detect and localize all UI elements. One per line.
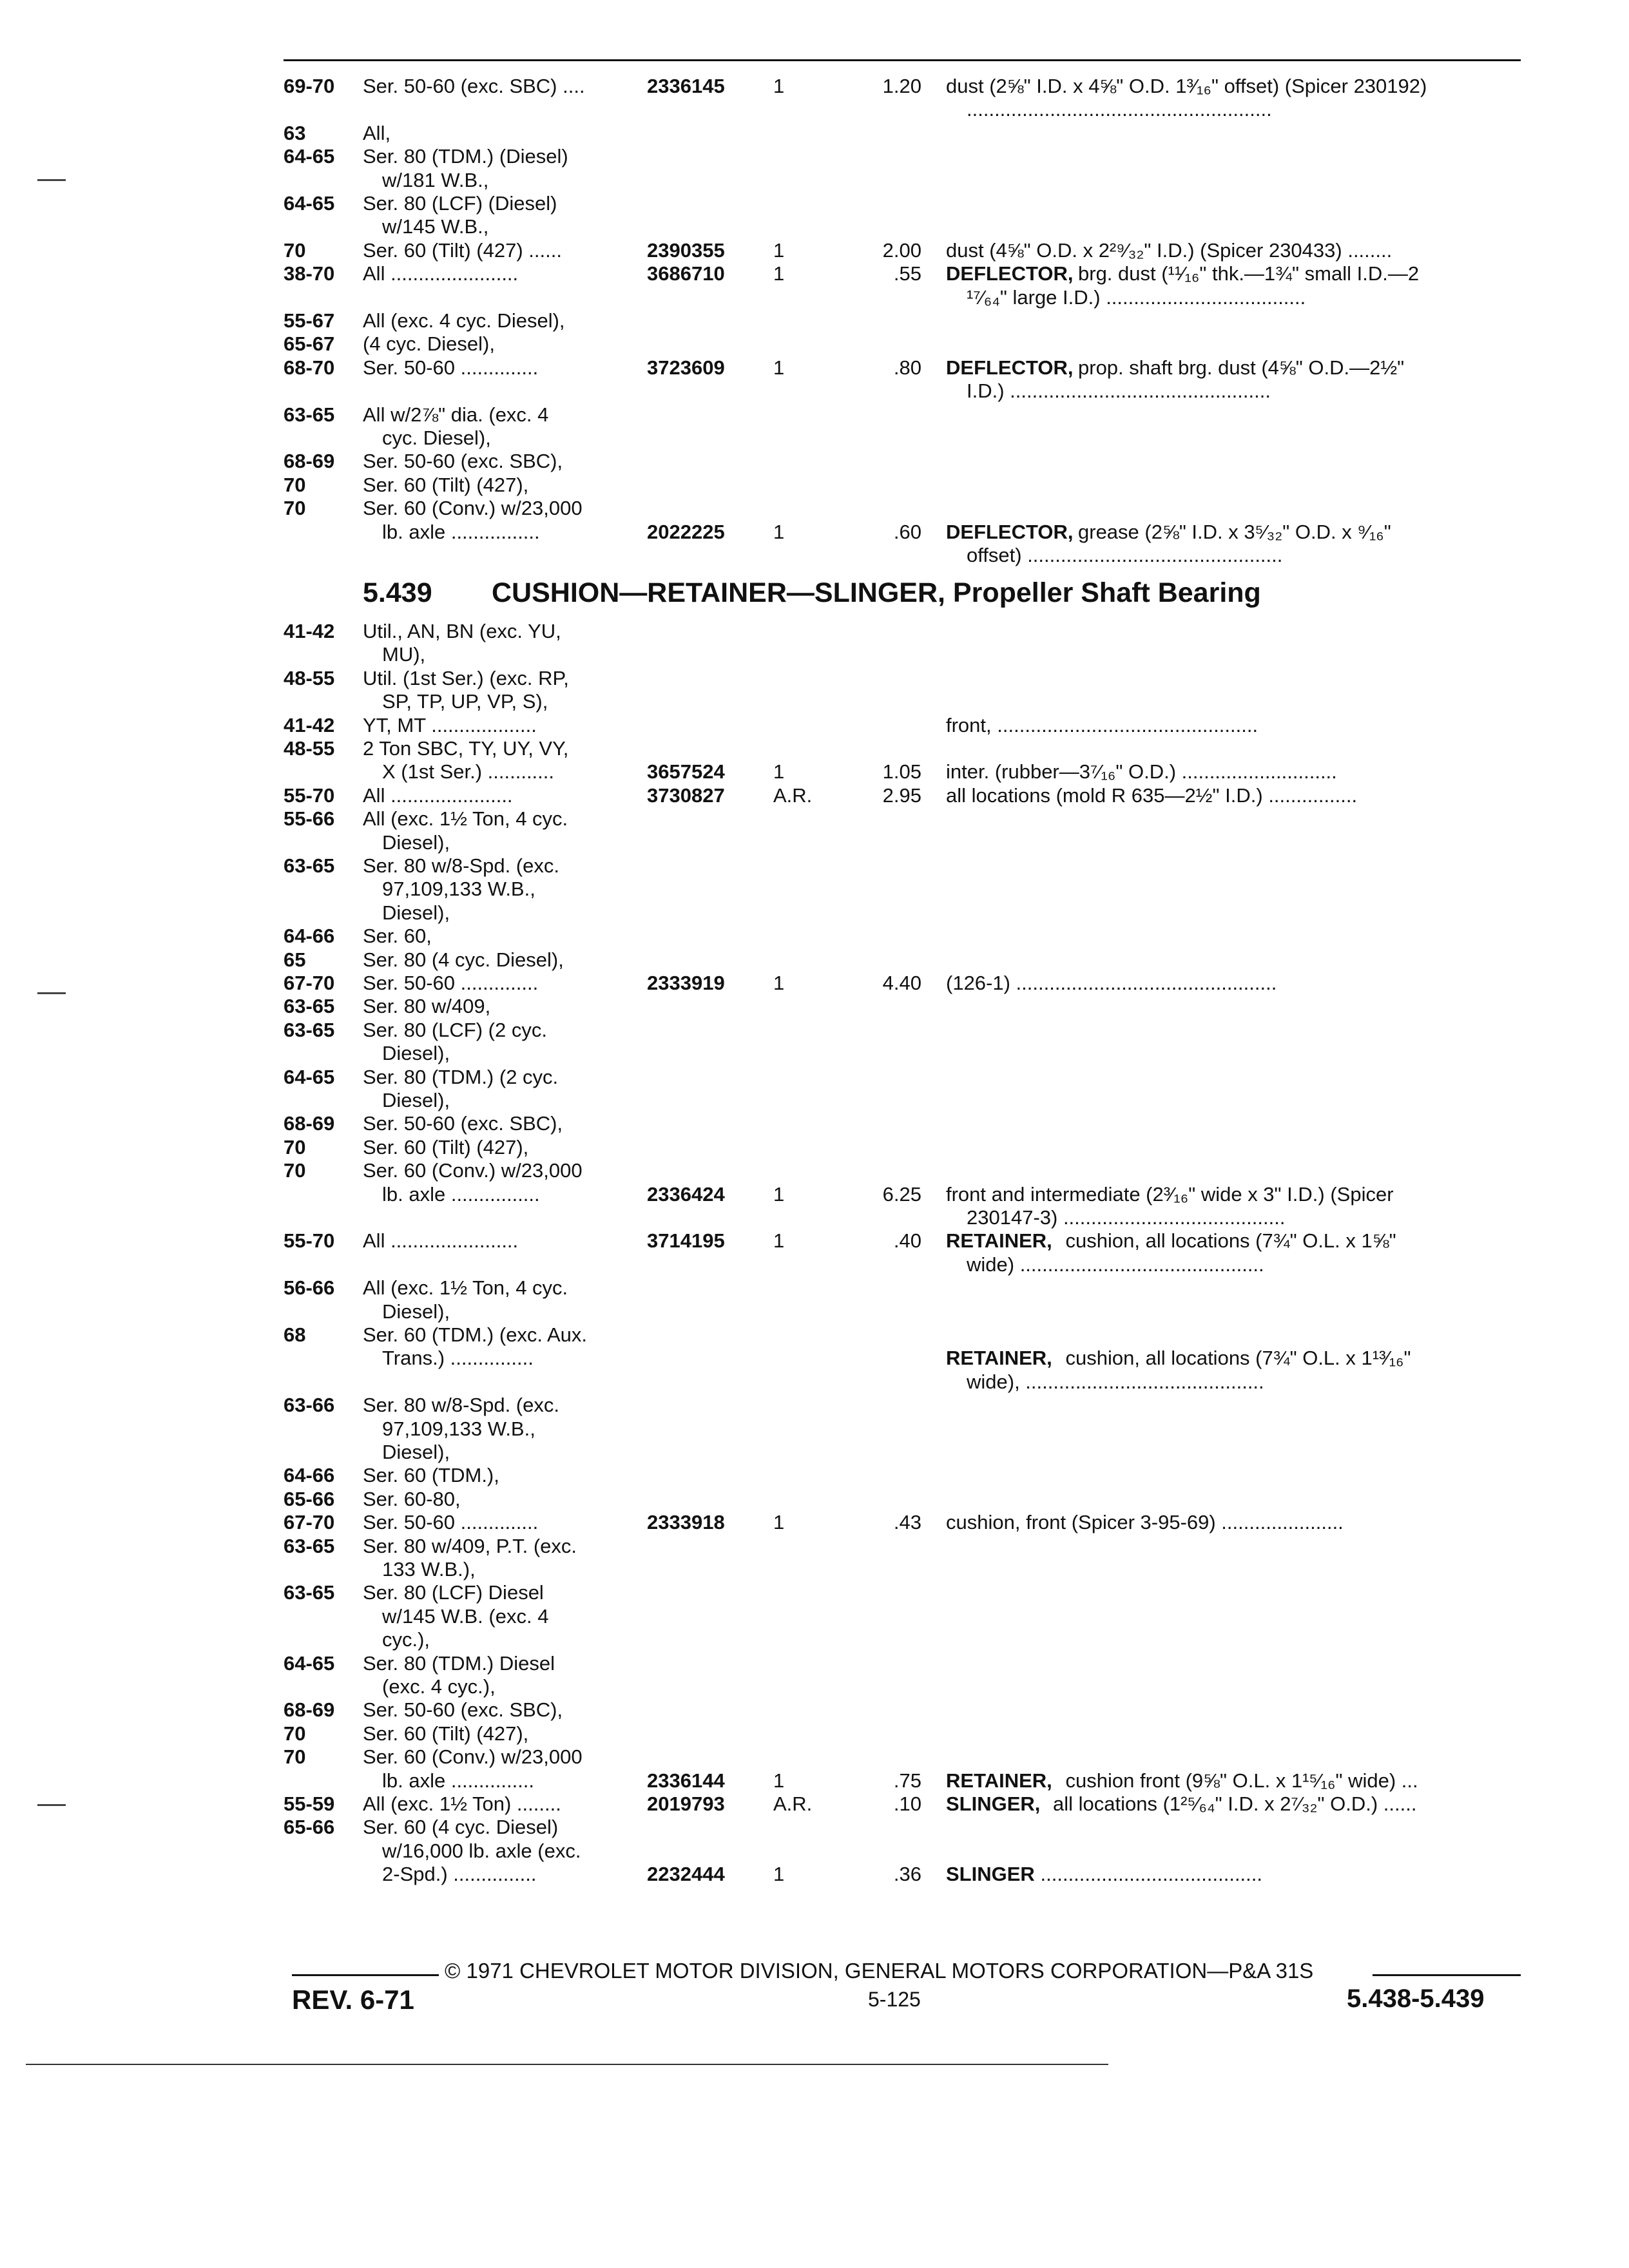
- application: Ser. 60,: [363, 925, 432, 948]
- part-name: DEFLECTOR,: [946, 356, 1074, 379]
- part-description: 230147-3) ........................................: [967, 1206, 1286, 1229]
- table-row: [0, 1770, 1629, 1792]
- application: 97,109,133 W.B.,: [382, 878, 535, 901]
- application: Ser. 60 (Tilt) (427),: [363, 1722, 529, 1745]
- quantity: 1: [773, 356, 785, 379]
- part-description: ¹⁷⁄₆₄" large I.D.) ....................................: [967, 285, 1306, 309]
- application: All .......................: [363, 262, 519, 285]
- application: Ser. 80 (TDM.) (2 cyc.: [363, 1065, 559, 1088]
- model-years: 55-67: [284, 309, 335, 332]
- section-heading: [0, 577, 1629, 615]
- model-years: 64-65: [284, 1651, 335, 1675]
- application: Ser. 60 (Conv.) w/23,000: [363, 1745, 583, 1769]
- application: Ser. 80 (LCF) (2 cyc.: [363, 1018, 547, 1041]
- application: Diesel),: [382, 1089, 450, 1111]
- part-description: prop. shaft brg. dust (4⅝" O.D.—2½": [1078, 356, 1405, 379]
- table-row: [0, 193, 1629, 215]
- model-years: 69-70: [284, 75, 335, 97]
- table-row: [0, 310, 1629, 332]
- application: Util. (1st Ser.) (exc. RP,: [363, 666, 569, 689]
- model-years: 56-66: [284, 1276, 335, 1300]
- footer-rule-left: [292, 1974, 439, 1976]
- table-row: [0, 99, 1629, 120]
- part-number: 2336424: [647, 1182, 725, 1206]
- table-row: [0, 1160, 1629, 1182]
- part-number: 2333919: [647, 972, 725, 994]
- application: Diesel),: [382, 831, 450, 854]
- table-row: [0, 263, 1629, 285]
- model-years: 64-65: [284, 145, 335, 168]
- model-years: 63-66: [284, 1394, 335, 1417]
- table-row: [0, 972, 1629, 994]
- application: SP, TP, UP, VP, S),: [382, 690, 548, 713]
- price: .36: [893, 1863, 921, 1886]
- table-row: [0, 1606, 1629, 1628]
- model-years: 63-65: [284, 995, 335, 1018]
- quantity: 1: [773, 1182, 785, 1206]
- table-row: [0, 1676, 1629, 1698]
- price: 6.25: [882, 1182, 921, 1206]
- table-row: [0, 1019, 1629, 1041]
- part-description: front, ...............................................: [946, 713, 1258, 736]
- part-number: 3730827: [647, 783, 725, 807]
- application: (exc. 4 cyc.),: [382, 1675, 496, 1698]
- part-name: RETAINER,: [946, 1769, 1052, 1792]
- table-row: [0, 668, 1629, 689]
- application: 2 Ton SBC, TY, UY, VY,: [363, 737, 569, 760]
- table-row: [0, 1793, 1629, 1815]
- model-years: 63-65: [284, 1581, 335, 1604]
- table-row: [0, 1418, 1629, 1440]
- application: Ser. 60 (Tilt) (427),: [363, 1135, 529, 1158]
- model-years: 70: [284, 497, 306, 520]
- application: Ser. 50-60 (exc. SBC),: [363, 1112, 563, 1135]
- price: .40: [893, 1229, 921, 1253]
- application: Diesel),: [382, 901, 450, 924]
- application: Diesel),: [382, 1042, 450, 1065]
- application: Ser. 60 (4 cyc. Diesel): [363, 1816, 559, 1839]
- model-years: 67-70: [284, 972, 335, 994]
- application: Ser. 60-80,: [363, 1487, 461, 1510]
- part-name: SLINGER,: [946, 1792, 1041, 1815]
- application: YT, MT ...................: [363, 713, 537, 736]
- table-row: [0, 832, 1629, 854]
- table-row: [0, 380, 1629, 402]
- quantity: 1: [773, 520, 785, 543]
- application: Diesel),: [382, 1441, 450, 1463]
- application: Diesel),: [382, 1300, 450, 1323]
- table-row: [0, 761, 1629, 783]
- model-years: 65-67: [284, 332, 335, 356]
- part-description: .......................................................: [967, 98, 1272, 121]
- quantity: 1: [773, 1769, 785, 1792]
- application: cyc.),: [382, 1628, 430, 1651]
- model-years: 63-65: [284, 1534, 335, 1557]
- application: All,: [363, 121, 391, 144]
- application: Util., AN, BN (exc. YU,: [363, 620, 561, 642]
- application: Ser. 50-60 ..............: [363, 972, 539, 994]
- part-description: grease (2⅝" I.D. x 3⁵⁄₃₂" O.D. x ⁹⁄₁₆": [1078, 520, 1391, 543]
- application: Ser. 80 w/8-Spd. (exc.: [363, 854, 559, 877]
- model-years: 55-70: [284, 1229, 335, 1253]
- quantity: 1: [773, 972, 785, 994]
- part-name: DEFLECTOR,: [946, 520, 1074, 543]
- application: X (1st Ser.) ............: [382, 760, 555, 783]
- quantity: 1: [773, 1863, 785, 1886]
- model-years: 70: [284, 473, 306, 496]
- model-years: 70: [284, 1745, 306, 1769]
- model-years: 68-70: [284, 356, 335, 379]
- quantity: 1: [773, 1229, 785, 1253]
- table-row: [0, 521, 1629, 543]
- footer-copyright: © 1971 CHEVROLET MOTOR DIVISION, GENERAL MOTORS CORPORATION—P&A 31S: [445, 1959, 1314, 1983]
- application: Ser. 60 (Conv.) w/23,000: [363, 1159, 583, 1182]
- table-row: [0, 1254, 1629, 1276]
- model-years: 48-55: [284, 666, 335, 689]
- table-row: [0, 357, 1629, 379]
- table-row: [0, 1184, 1629, 1206]
- table-row: [0, 691, 1629, 713]
- table-row: [0, 1840, 1629, 1862]
- part-number: 2232444: [647, 1863, 725, 1886]
- model-years: 65-66: [284, 1487, 335, 1510]
- application: Ser. 80 (TDM.) (Diesel): [363, 145, 568, 168]
- part-description: offset) ..............................................: [967, 544, 1283, 566]
- application: 2-Spd.) ...............: [382, 1863, 537, 1886]
- model-years: 67-70: [284, 1511, 335, 1534]
- table-row: [0, 1559, 1629, 1581]
- part-number: 2019793: [647, 1792, 725, 1815]
- quantity: 1: [773, 760, 785, 783]
- part-name: SLINGER: [946, 1863, 1035, 1886]
- table-row: [0, 925, 1629, 947]
- table-row: [0, 995, 1629, 1017]
- model-years: 70: [284, 238, 306, 262]
- model-years: 41-42: [284, 620, 335, 642]
- quantity: 1: [773, 75, 785, 97]
- application: Ser. 50-60 ..............: [363, 1511, 539, 1534]
- application: All .......................: [363, 1229, 519, 1253]
- price: 1.05: [882, 760, 921, 783]
- part-description: brg. dust (¹¹⁄₁₆" thk.—1¾" small I.D.—2: [1078, 262, 1420, 285]
- table-row: [0, 1465, 1629, 1486]
- quantity: 1: [773, 1511, 785, 1534]
- application: All w/2⅞" dia. (exc. 4: [363, 403, 549, 426]
- model-years: 38-70: [284, 262, 335, 285]
- table-row: [0, 122, 1629, 144]
- part-number: 2390355: [647, 238, 725, 262]
- table-row: [0, 1723, 1629, 1745]
- part-number: 2022225: [647, 520, 725, 543]
- part-name: RETAINER,: [946, 1347, 1052, 1370]
- table-row: [0, 427, 1629, 449]
- table-row: [0, 855, 1629, 877]
- price: .80: [893, 356, 921, 379]
- model-years: 68-69: [284, 1698, 335, 1722]
- application: 133 W.B.),: [382, 1558, 476, 1581]
- price: .75: [893, 1769, 921, 1792]
- table-row: [0, 715, 1629, 736]
- application: All (exc. 1½ Ton) ........: [363, 1792, 561, 1815]
- model-years: 68-69: [284, 450, 335, 473]
- price: 2.95: [882, 783, 921, 807]
- footer-revision: REV. 6-71: [292, 1984, 414, 2015]
- part-description: I.D.) ...............................................: [967, 380, 1271, 403]
- application: w/145 W.B.,: [382, 215, 489, 238]
- table-row: [0, 333, 1629, 355]
- quantity: 1: [773, 238, 785, 262]
- table-row: [0, 450, 1629, 472]
- table-row: [0, 497, 1629, 519]
- application: lb. axle ...............: [382, 1769, 535, 1792]
- application: Ser. 50-60 ..............: [363, 356, 539, 379]
- model-years: 70: [284, 1135, 306, 1158]
- model-years: 70: [284, 1159, 306, 1182]
- model-years: 63-65: [284, 854, 335, 877]
- footer-page-number: 5-125: [868, 1988, 921, 2011]
- part-description: cushion, all locations (7¾" O.L. x 1⅝": [1065, 1229, 1396, 1253]
- price: 2.00: [882, 238, 921, 262]
- application: 97,109,133 W.B.,: [382, 1417, 535, 1440]
- model-years: 48-55: [284, 737, 335, 760]
- table-row: [0, 1347, 1629, 1369]
- table-row: [0, 878, 1629, 900]
- application: lb. axle ................: [382, 520, 540, 543]
- quantity: A.R.: [773, 783, 813, 807]
- table-row: [0, 1043, 1629, 1064]
- application: Ser. 80 w/8-Spd. (exc.: [363, 1394, 559, 1417]
- part-description: (126-1) ...............................................: [946, 972, 1277, 994]
- application: All (exc. 1½ Ton, 4 cyc.: [363, 807, 568, 831]
- table-row: [0, 1113, 1629, 1135]
- table-row: [0, 1371, 1629, 1393]
- model-years: 68-69: [284, 1112, 335, 1135]
- application: Ser. 80 (LCF) Diesel: [363, 1581, 544, 1604]
- application: w/181 W.B.,: [382, 168, 489, 191]
- table-row: [0, 1699, 1629, 1721]
- table-row: [0, 1535, 1629, 1557]
- application: Ser. 50-60 (exc. SBC) ....: [363, 75, 585, 97]
- table-row: [0, 1324, 1629, 1346]
- price: .60: [893, 520, 921, 543]
- page-bottom-rule: [26, 2064, 1108, 2065]
- part-number: 2336145: [647, 75, 725, 97]
- section-number: 5.439: [363, 577, 432, 608]
- model-years: 68: [284, 1323, 306, 1346]
- table-row: [0, 1746, 1629, 1768]
- part-description: wide), ...........................................: [967, 1370, 1264, 1393]
- footer-rule-right: [1373, 1974, 1521, 1976]
- table-row: [0, 1512, 1629, 1533]
- part-description: inter. (rubber—3⁷⁄₁₆" O.D.) ............................: [946, 760, 1337, 783]
- model-years: 65: [284, 948, 306, 971]
- table-row: [0, 1629, 1629, 1651]
- table-row: [0, 808, 1629, 830]
- application: Ser. 60 (TDM.) (exc. Aux.: [363, 1323, 587, 1346]
- part-number: 3686710: [647, 262, 725, 285]
- part-number: 3657524: [647, 760, 725, 783]
- part-number: 3714195: [647, 1229, 725, 1253]
- part-number: 2336144: [647, 1769, 725, 1792]
- application: Ser. 80 w/409, P.T. (exc.: [363, 1534, 577, 1557]
- table-row: [0, 1582, 1629, 1604]
- table-row: [0, 1653, 1629, 1675]
- model-years: 41-42: [284, 713, 335, 736]
- quantity: 1: [773, 262, 785, 285]
- table-row: [0, 1301, 1629, 1323]
- table-row: [0, 404, 1629, 426]
- price: .10: [893, 1792, 921, 1815]
- table-row: [0, 902, 1629, 924]
- application: w/16,000 lb. axle (exc.: [382, 1839, 581, 1862]
- table-row: [0, 949, 1629, 971]
- part-number: 3723609: [647, 356, 725, 379]
- table-row: [0, 474, 1629, 496]
- price: 1.20: [882, 75, 921, 97]
- application: Ser. 60 (Conv.) w/23,000: [363, 497, 583, 520]
- model-years: 64-66: [284, 925, 335, 948]
- table-row: [0, 1066, 1629, 1088]
- model-years: 55-70: [284, 783, 335, 807]
- application: cyc. Diesel),: [382, 427, 491, 449]
- application: All (exc. 4 cyc. Diesel),: [363, 309, 565, 332]
- part-description: all locations (1²⁵⁄₆₄" I.D. x 2⁷⁄₃₂" O.D.) ......: [1053, 1792, 1417, 1815]
- table-row: [0, 169, 1629, 191]
- table-row: [0, 1441, 1629, 1463]
- table-row: [0, 287, 1629, 309]
- quantity: A.R.: [773, 1792, 813, 1815]
- table-row: [0, 785, 1629, 807]
- part-description: front and intermediate (2³⁄₁₆" wide x 3" I.D.) (Spicer: [946, 1182, 1394, 1206]
- part-description: cushion, front (Spicer 3-95-69) ......................: [946, 1511, 1344, 1534]
- table-row: [0, 1230, 1629, 1252]
- application: Ser. 60 (TDM.),: [363, 1464, 499, 1487]
- application: Ser. 80 w/409,: [363, 995, 491, 1018]
- table-row: [0, 1816, 1629, 1838]
- application: Ser. 60 (Tilt) (427) ......: [363, 238, 562, 262]
- table-row: [0, 738, 1629, 760]
- part-description: cushion front (9⅝" O.L. x 1¹⁵⁄₁₆" wide) ...: [1065, 1769, 1418, 1792]
- margin-mark-3: [37, 1804, 66, 1806]
- application: Ser. 80 (4 cyc. Diesel),: [363, 948, 564, 971]
- table-row: [0, 1488, 1629, 1510]
- table-row: [0, 240, 1629, 262]
- application: All ......................: [363, 783, 513, 807]
- application: MU),: [382, 643, 426, 666]
- application: Ser. 80 (LCF) (Diesel): [363, 192, 557, 215]
- table-row: [0, 1137, 1629, 1158]
- application: Ser. 60 (Tilt) (427),: [363, 473, 529, 496]
- application: Ser. 50-60 (exc. SBC),: [363, 1698, 563, 1722]
- model-years: 64-65: [284, 192, 335, 215]
- application: Ser. 80 (TDM.) Diesel: [363, 1651, 555, 1675]
- margin-mark-1: [37, 179, 66, 181]
- table-row: [0, 1863, 1629, 1885]
- application: (4 cyc. Diesel),: [363, 332, 495, 356]
- margin-mark-2: [37, 992, 66, 994]
- model-years: 64-65: [284, 1065, 335, 1088]
- application: All (exc. 1½ Ton, 4 cyc.: [363, 1276, 568, 1300]
- section-title: CUSHION—RETAINER—SLINGER, Propeller Shaft Bearing: [492, 577, 1261, 608]
- application: lb. axle ................: [382, 1182, 540, 1206]
- price: 4.40: [882, 972, 921, 994]
- model-years: 63-65: [284, 403, 335, 426]
- application: Ser. 50-60 (exc. SBC),: [363, 450, 563, 473]
- part-description: ........................................: [1040, 1863, 1263, 1886]
- price: .55: [893, 262, 921, 285]
- model-years: 70: [284, 1722, 306, 1745]
- part-name: DEFLECTOR,: [946, 262, 1074, 285]
- model-years: 64-66: [284, 1464, 335, 1487]
- part-number: 2333918: [647, 1511, 725, 1534]
- table-row: [0, 1090, 1629, 1111]
- table-row: [0, 544, 1629, 566]
- model-years: 65-66: [284, 1816, 335, 1839]
- table-row: [0, 620, 1629, 642]
- table-row: [0, 75, 1629, 97]
- part-description: dust (4⅝" O.D. x 2²⁹⁄₃₂" I.D.) (Spicer 230433) ........: [946, 238, 1393, 262]
- price: .43: [893, 1511, 921, 1534]
- table-row: [0, 1207, 1629, 1229]
- part-description: cushion, all locations (7¾" O.L. x 1¹³⁄₁₆": [1065, 1347, 1411, 1370]
- table-row: [0, 1277, 1629, 1299]
- table-row: [0, 644, 1629, 666]
- part-description: wide) ............................................: [967, 1253, 1264, 1276]
- application: Trans.) ...............: [382, 1347, 534, 1370]
- top-rule: [284, 59, 1521, 61]
- footer-section-range: 5.438-5.439: [1347, 1984, 1485, 2013]
- part-description: dust (2⅝" I.D. x 4⅝" O.D. 1³⁄₁₆" offset) (Spicer 230192): [946, 75, 1427, 97]
- table-row: [0, 146, 1629, 168]
- table-row: [0, 216, 1629, 238]
- model-years: 63: [284, 121, 306, 144]
- application: w/145 W.B. (exc. 4: [382, 1604, 549, 1628]
- table-row: [0, 1394, 1629, 1416]
- part-name: RETAINER,: [946, 1229, 1052, 1253]
- model-years: 55-59: [284, 1792, 335, 1815]
- model-years: 63-65: [284, 1018, 335, 1041]
- model-years: 55-66: [284, 807, 335, 831]
- part-description: all locations (mold R 635—2½" I.D.) ................: [946, 783, 1358, 807]
